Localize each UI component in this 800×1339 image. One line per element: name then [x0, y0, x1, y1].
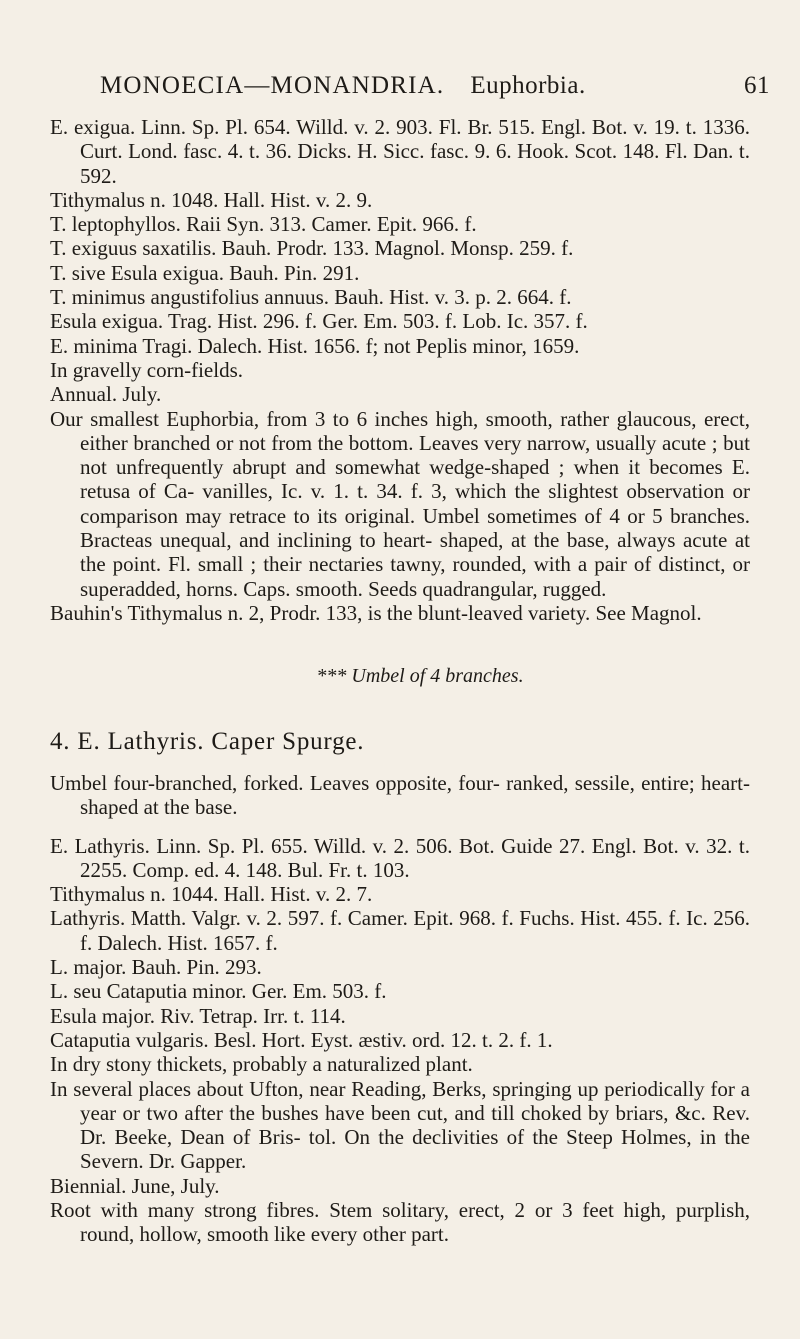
paragraph: E. Lathyris. Linn. Sp. Pl. 655. Willd. v. 2. 506. Bot. Guide 27. Engl. Bot. v. 32. t. 2255. Comp. ed. 4. 148. Bul. Fr. t. 103.	[50, 833, 750, 882]
paragraph: Lathyris. Matth. Valgr. v. 2. 597. f. Camer. Epit. 968. f. Fuchs. Hist. 455. f. Ic. 256. f. Dalech. Hist. 1657. f.	[50, 906, 750, 955]
paragraph: Esula exigua. Trag. Hist. 296. f. Ger. Em. 503. f. Lob. Ic. 357. f.	[50, 309, 588, 334]
paragraph: T. sive Esula exigua. Bauh. Pin. 291.	[50, 260, 360, 285]
paragraph: Esula major. Riv. Tetrap. Irr. t. 114.	[50, 1003, 346, 1028]
diagnosis-paragraph: Umbel four-branched, forked. Leaves opposite, four- ranked, sessile, entire; heart-shaped at the base.	[50, 771, 750, 820]
paragraph: Annual. July.	[50, 382, 162, 407]
paragraph: L. major. Bauh. Pin. 293.	[50, 955, 262, 980]
paragraph: Biennial. June, July.	[50, 1173, 220, 1198]
euphorbia-exigua-entry	[50, 115, 750, 625]
paragraph: In dry stony thickets, probably a naturalized plant.	[50, 1052, 473, 1077]
section-heading-block	[50, 665, 750, 688]
paragraph: Cataputia vulgaris. Besl. Hort. Eyst. æstiv. ord. 12. t. 2. f. 1.	[50, 1027, 553, 1052]
paragraph: Tithymalus n. 1048. Hall. Hist. v. 2. 9.	[50, 187, 373, 212]
paragraph: Root with many strong fibres. Stem solitary, erect, 2 or 3 feet high, purplish, round, hollow, smooth like every other part.	[50, 1198, 750, 1247]
paragraph: L. seu Cataputia minor. Ger. Em. 503. f.	[50, 979, 387, 1004]
paragraph: Tithymalus n. 1044. Hall. Hist. v. 2. 7.	[50, 882, 373, 907]
running-head-title: MONOECIA—MONANDRIA.	[100, 72, 445, 99]
paragraph: In gravelly corn-fields.	[50, 357, 244, 382]
paragraph: Bauhin's Tithymalus n. 2, Prodr. 133, is the blunt-leaved variety. See Magnol.	[50, 600, 702, 625]
section-heading: *** Umbel of 4 branches.	[316, 665, 524, 687]
species-heading: 4. E. Lathyris. Caper Spurge.	[50, 728, 365, 755]
running-head	[100, 72, 770, 100]
paragraph: In several places about Ufton, near Reading, Berks, springing up periodically for a year or two after the bushes have been cut, and till choked by briars, &c. Rev. Dr. Beeke, Dean of Bris- tol. On the declivities of the Steep Holmes, in the Severn. Dr. Gapper.	[50, 1076, 750, 1174]
paragraph: T. leptophyllos. Raii Syn. 313. Camer. Epit. 966. f.	[50, 212, 477, 237]
paragraph: T. exiguus saxatilis. Bauh. Prodr. 133. Magnol. Monsp. 259. f.	[50, 236, 574, 261]
paragraph: T. minimus angustifolius annuus. Bauh. Hist. v. 3. p. 2. 664. f.	[50, 285, 572, 310]
running-head-genus: Euphorbia.	[470, 72, 586, 99]
description-paragraph: Our smallest Euphorbia, from 3 to 6 inches high, smooth, rather glaucous, erect, either branched or not from the bottom. Leaves very narrow, usually acute ; but not unfrequently abrupt and somewhat wedge-shaped ; when it becomes E. retusa of Ca- vanilles, Ic. v. 1. t. 34. f. 3, which the slightest observation or comparison may retrace to its original. Umbel sometimes of 4 or 5 branches. Bracteas unequal, and inclining to heart- shaped, at the base, always acute at the point. Fl. small ; their nectaries tawny, rounded, with a pair of distinct, or superadded, horns. Caps. smooth. Seeds quadrangular, rugged.	[50, 406, 750, 601]
euphorbia-lathyris-entry	[50, 771, 750, 1247]
species-heading-block	[50, 728, 750, 756]
paragraph: E. exigua. Linn. Sp. Pl. 654. Willd. v. 2. 903. Fl. Br. 515. Engl. Bot. v. 19. t. 1336. Curt. Lond. fasc. 4. t. 36. Dicks. H. Sicc. fasc. 9. 6. Hook. Scot. 148. Fl. Dan. t. 592.	[50, 115, 750, 188]
paragraph: E. minima Tragi. Dalech. Hist. 1656. f; not Peplis minor, 1659.	[50, 333, 580, 358]
page-number: 61	[744, 72, 770, 99]
